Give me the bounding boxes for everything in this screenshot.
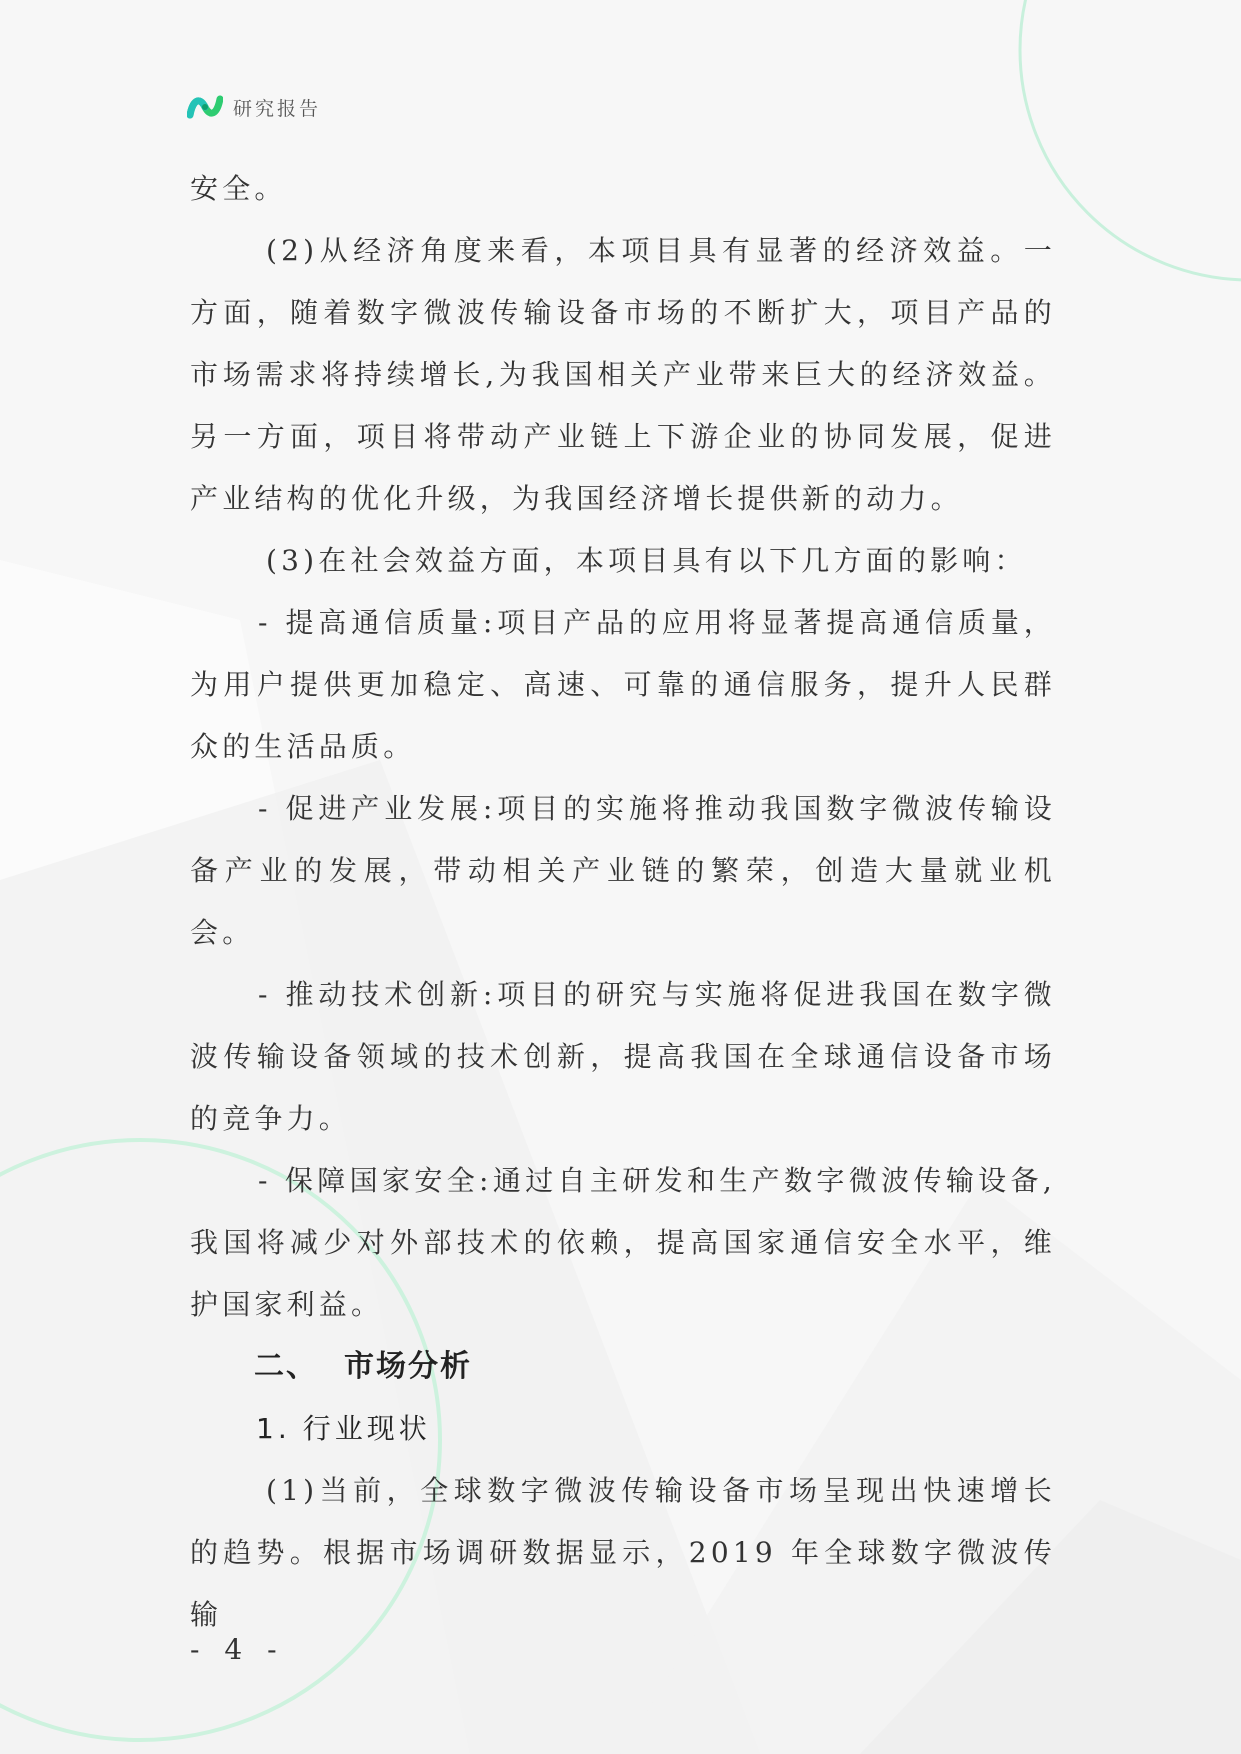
logo-icon (187, 91, 223, 123)
page-header (187, 90, 321, 124)
paragraph: (2)从经济角度来看，本项目具有显著的经济效益。一方面，随着数字微波传输设备市场的不断扩大，项目产品的市场需求将持续增长,为我国相关产业带来巨大的经济效益。另一方面，项目将带动产业链上下游企业的协同发展，促进产业结构的优化升级，为我国经济增长提供新的动力。 (190, 234, 1056, 515)
subsection-heading (190, 1398, 1056, 1460)
bullet-paragraph: - 推动技术创新:项目的研究与实施将促进我国在数字微波传输设备领域的技术创新，提高我国在全球通信设备市场的竞争力。 (190, 978, 1056, 1135)
subsection-number: 1. (256, 1412, 291, 1445)
bullet-paragraph: - 提高通信质量:项目产品的应用将显著提高通信质量，为用户提供更加稳定、高速、可靠的通信服务，提升人民群众的生活品质。 (190, 606, 1056, 763)
document-body (190, 158, 1056, 1646)
section-title: 市场分析 (344, 1349, 472, 1384)
paragraph: (3)在社会效益方面，本项目具有以下几方面的影响： (266, 544, 1027, 577)
section-number: 二、 (254, 1349, 318, 1384)
subsection-title: 行业现状 (302, 1412, 431, 1445)
paragraph: (1)当前，全球数字微波传输设备市场呈现出快速增长的趋势。根据市场调研数据显示，2019 年全球数字微波传输 (190, 1474, 1056, 1631)
page-number: - 4 - (190, 1633, 285, 1666)
paragraph: 安全。 (190, 172, 287, 205)
header-title: 研究报告 (233, 97, 322, 120)
section-heading (190, 1336, 1056, 1398)
bullet-paragraph: - 促进产业发展:项目的实施将推动我国数字微波传输设备产业的发展，带动相关产业链的繁荣，创造大量就业机会。 (190, 792, 1056, 949)
bullet-paragraph: - 保障国家安全:通过自主研发和生产数字微波传输设备,我国将减少对外部技术的依赖，提高国家通信安全水平，维护国家利益。 (190, 1164, 1056, 1321)
